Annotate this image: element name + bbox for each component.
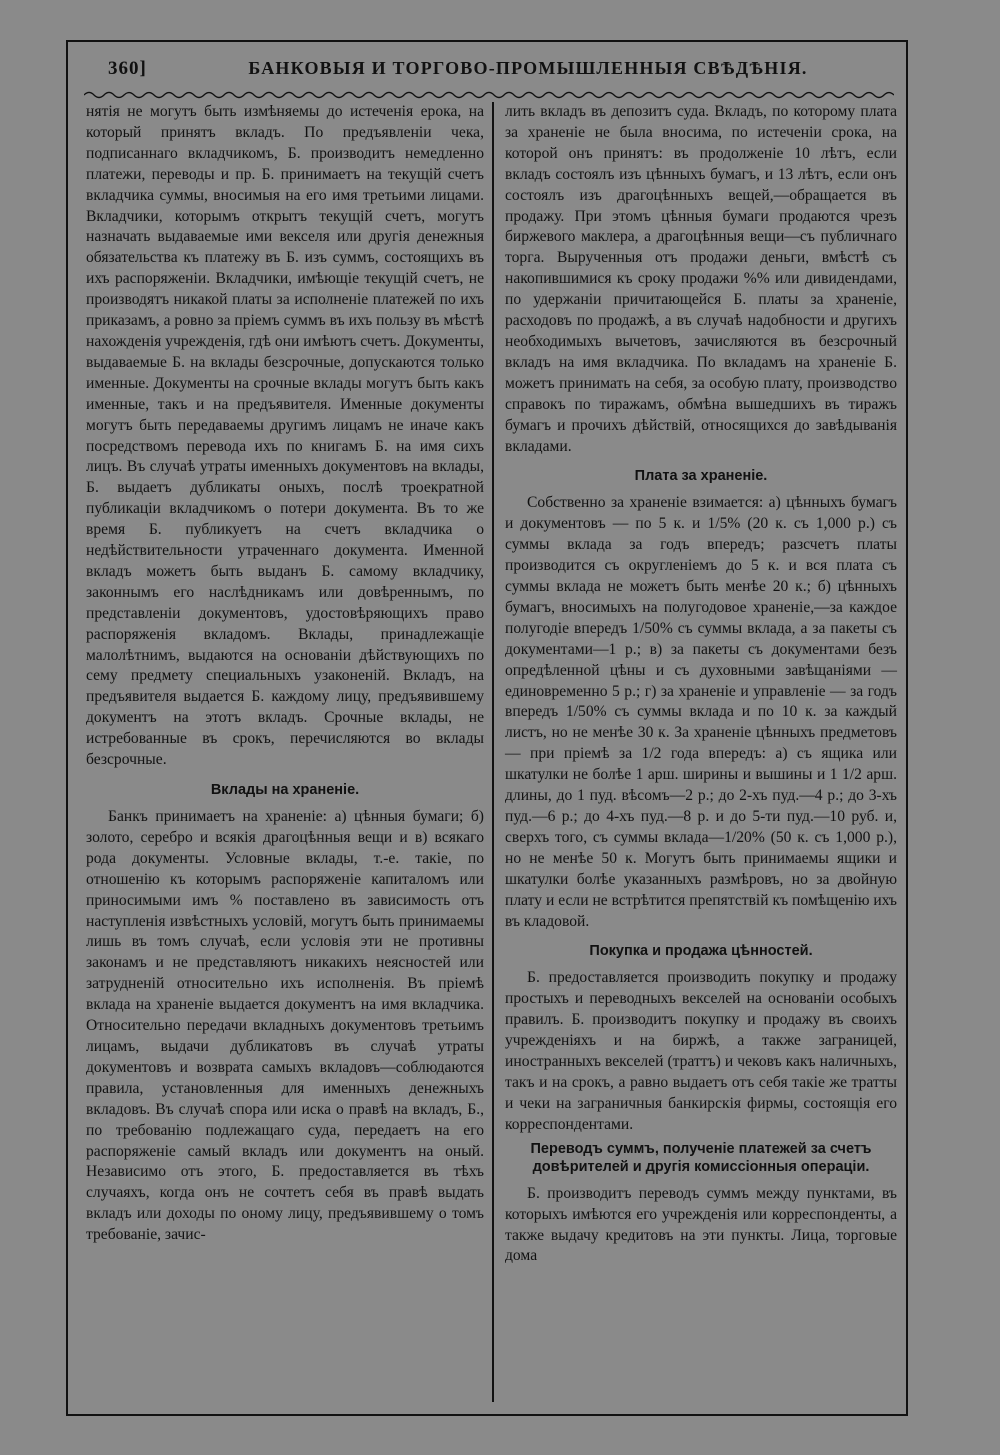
section-heading-storage-fee: Плата за храненіе. (634, 468, 768, 485)
page-sheet (66, 40, 908, 1416)
section-heading-purchase-sale: Покупка и продажа цѣнностей. (589, 943, 813, 960)
right-paragraph-4: Б. производитъ переводъ суммъ между пунктами, въ которыхъ имѣются его учрежденія или корреспонденты, а также выдачу кредитовъ на эти пункты. Лица, торговые дома (505, 1184, 897, 1265)
section-heading-deposits-storage: Вклады на храненіе. (210, 782, 360, 798)
right-paragraph-3: Б. предоставляется производить покупку и продажу простыхъ и переводныхъ векселей на основаніи особыхъ правилъ. Б. производитъ покупку и продажу въ своихъ учрежденіяхъ и на биржѣ, а также заграницей, иностранныхъ векселей (траттъ) и чековъ какъ наличныхъ, такъ и на срокъ, а равно выдаетъ отъ себя такіе же тратты и чеки на заграничныя банкирскія фирмы, состоящія его корреспондентами. (505, 969, 897, 1133)
right-column (505, 102, 897, 1267)
left-paragraph-1: нятія не могутъ быть измѣняемы до истеченія ерока, на который принятъ вкладъ. По предъявленіи чека, подписаннаго вкладчикомъ, Б. производитъ немедленно платежи, переводы и пр. Б. принимаетъ на текущій счетъ вкладчика суммы, вносимыя на его имя третьими лицами. Вкладчики, которымъ открытъ текущій счетъ, могутъ назначать выдаваемые ими векселя или другія денежныя обязательства къ платежу въ Б. изъ суммъ, состоящихъ въ ихъ распоряженіи. Вкладчики, имѣющіе текущій счетъ, не производятъ никакой платы за исполненіе платежей по ихъ приказамъ, а ровно за пріемъ суммъ въ ихъ пользу въ мѣстѣ нахожденія учрежденія, гдѣ они имѣютъ счетъ. Документы, выдаваемые Б. на вклады безсрочные, допускаются только именные. Документы на срочные вклады могутъ быть какъ именные, такъ и на предъявителя. Именные документы могутъ быть передаваемы другимъ лицамъ не иначе какъ посредствомъ перевода ихъ по книгамъ Б. на имя сихъ лицъ. Въ случаѣ утраты именныхъ документовъ на вклады, Б. выдаетъ дубликаты оныхъ, послѣ троекратной публикаціи вкладчикомъ о потери документа. Въ то же время Б. публикуетъ на счетъ вкладчика о недѣйствительности утраченнаго документа. Именной вкладъ можетъ быть выданъ Б. самому вкладчику, законнымъ его наслѣдникамъ или довѣреннымъ, по представленіи документовъ, удостовѣряющихъ право распоряженія вкладомъ. Вклады, принадлежащіе малолѣтнимъ, выдаются на основаніи дѣйствующихъ по сему предмету специальныхъ узаконеній. Вкладъ, на предъявителя выдается Б. каждому лицу, предъявившему документъ на этотъ вкладъ. Срочные вклады, не истребованные въ срокъ, перечисляются во вклады безсрочные. (86, 103, 484, 769)
page-number: 360] (108, 58, 147, 79)
page-header (108, 58, 888, 92)
left-column (86, 102, 484, 1246)
section-heading-transfers: Переводъ суммъ, полученіе платежей за счетъ довѣрителей и другія комиссіонныя операціи. (530, 1140, 872, 1175)
running-title: БАНКОВЫЯ И ТОРГОВО-ПРОМЫШЛЕННЫЯ СВѢДѢНIЯ. (248, 58, 808, 78)
header-wavy-rule (84, 90, 894, 100)
column-divider (492, 102, 494, 1402)
right-paragraph-1: лить вкладъ въ депозитъ суда. Вкладъ, по которому плата за храненіе не была вносима, по истеченіи срока, на которой онъ принятъ: въ продолженіе 10 лѣтъ, если вкладъ состоялъ изъ цѣнныхъ бумагъ, и 13 лѣтъ, если онъ состоялъ изъ драгоцѣнныхъ вещей,—обращается въ продажу. При этомъ цѣнныя бумаги продаются чрезъ биржевого маклера, а драгоцѣнныя вещи—съ публичнаго торга. Вырученныя отъ продажи деньги, вмѣстѣ съ накопившимися къ сроку продажи %% или дивидендами, по удержаніи причитающейся Б. платы за храненіе, расходовъ по продажѣ, а въ случаѣ надобности и другихъ необходимыхъ вычетовъ, зачисляются въ безсрочный вкладъ на имя вкладчика. По вкладамъ на храненіе Б. можетъ принимать на себя, за особую плату, производство справокъ по тиражамъ, обмѣна вышедшихъ въ тиражъ бумагъ и прочихъ дѣйствій, относящихся до завѣдыванія вкладами. (505, 103, 897, 455)
right-paragraph-2: Собственно за храненіе взимается: а) цѣнныхъ бумагъ и документовъ — по 5 к. и 1/5% (20 к. съ 1,000 р.) съ суммы вклада за годъ впередъ; разсчетъ платы производится съ округленіемъ до 5 к. и вся плата съ суммы вклада не можетъ быть менѣе 20 к.; б) цѣнныхъ бумагъ, вносимыхъ на полугодовое храненіе,—за каждое полугодіе впередъ 1/50% съ суммы вклада, а за пакеты съ документами—1 р.; в) за пакеты съ документами безъ опредѣленной цѣны и съ духовными завѣщаніями — единовременно 5 р.; г) за храненіе и управленіе — за годъ впередъ 1/50% съ суммы вклада и по 10 к. за каждый листъ, но не менѣе 30 к. За храненіе цѣнныхъ предметовъ — при пріемѣ за 1/2 года впередъ: а) съ ящика или шкатулки не болѣе 1 арш. ширины и вышины и 1 1/2 арш. длины, до 1 пуд. вѣсомъ—2 р.; до 2-хъ пуд.—4 р.; до 3-хъ пуд.—6 р.; до 4-хъ пуд.—8 р. и до 5-ти пуд.—10 руб. и, сверхъ того, съ суммы вклада—1/20% (50 к. съ 1,000 р.), но не менѣе 50 к. Могутъ быть принимаемы ящики и шкатулки болѣе указанныхъ размѣровъ, но за двойную плату и если не встрѣтится препятствій къ помѣщенію ихъ въ кладовой. (505, 494, 897, 930)
left-paragraph-2: Банкъ принимаетъ на храненіе: а) цѣнныя бумаги; б) золото, серебро и всякія драгоцѣнныя вещи и в) всякаго рода документы. Условные вклады, т.-е. такіе, по отношенію къ которымъ распоряженіе капиталомъ или приносимыми имъ % поставлено въ зависимость отъ наступленія извѣстныхъ условій, могутъ быть принимаемы лишь въ томъ случаѣ, если условія эти не противны законамъ и не представляютъ никакихъ неясностей или затрудненій относительно ихъ исполненія. Въ пріемѣ вклада на храненіе выдается документъ на имя вкладчика. Относительно передачи вкладныхъ документовъ третьимъ лицамъ, выдачи дубликатовъ въ случаѣ утраты документовъ и возврата самыхъ вкладовъ—соблюдаются правила, установленныя для именныхъ денежныхъ вкладовъ. Въ случаѣ спора или иска о правѣ на вкладъ, Б., по требованію подлежащаго суда, передаетъ на его распоряженіе самый вкладъ или документъ на оный. Независимо отъ этого, Б. предоставляется въ тѣхъ случаяхъ, когда онъ не сочтетъ себя въ правѣ выдать вкладъ или доходы по оному лицу, предъявившему о томъ требованіе, зачис- (86, 808, 484, 1244)
